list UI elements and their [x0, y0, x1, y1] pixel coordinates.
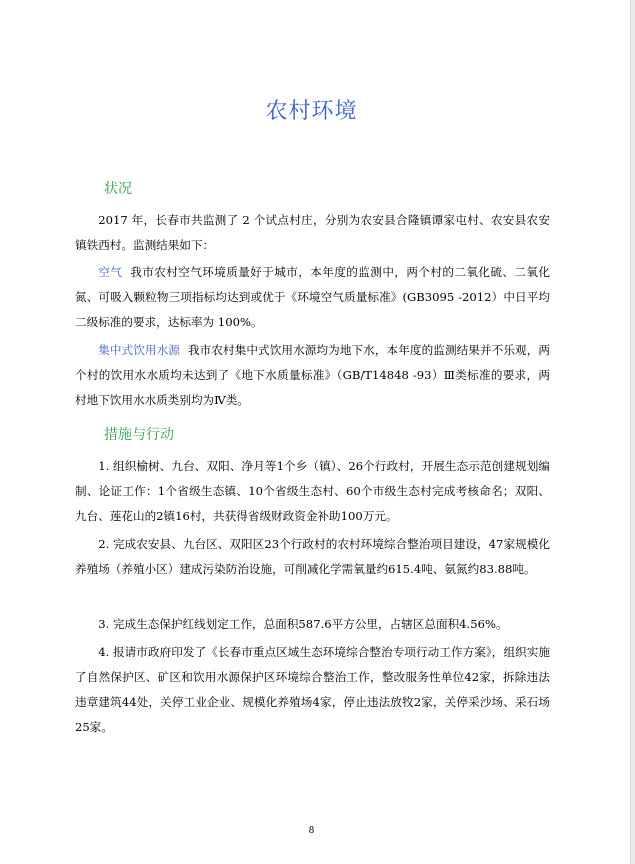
water-label: 集中式饮用水源	[98, 343, 180, 357]
air-paragraph	[75, 260, 550, 335]
water-paragraph	[75, 338, 550, 413]
measure-item-2: 2. 完成农安县、九台区、双阳区23个行政村的农村环境综合整治项目建设，47家规模化养殖场（养殖小区）建成污染防治设施，可削减化学需氧量约615.4吨、氨氮约83.88吨。	[75, 537, 550, 576]
page-edge-scrollbar[interactable]	[630, 0, 635, 864]
section-heading-measures: 措施与行动	[104, 427, 174, 443]
page-number: 8	[308, 826, 315, 836]
measure-item-1: 1. 组织榆树、九台、双阳、净月等1个乡（镇）、26个行政村，开展生态示范创建规划编制、论证工作：1个省级生态镇、10个省级生态村、60个市级生态村完成考核命名；双阳、九台、莲花山的2镇16村，共获得省级财政资金补助100万元。	[75, 459, 550, 523]
measure-item-4: 4. 报请市政府印发了《长春市重点区域生态环境综合整治专项行动工作方案》，组织实施了自然保护区、矿区和饮用水源保护区环境综合整治工作，整改服务性单位42家，拆除违法违章建筑44处，关停工业企业、规模化养殖场4家，停止违法放牧2家，关停采沙场、采石场25家。	[75, 645, 550, 734]
air-label: 空气	[98, 265, 123, 279]
page-title: 农村环境	[265, 99, 358, 124]
measure-item-3: 3. 完成生态保护红线划定工作，总面积587.6平方公里，占辖区总面积4.56%。	[98, 617, 508, 631]
status-intro-paragraph: 2017 年，长春市共监测了 2 个试点村庄，分别为农安县合隆镇谭家屯村、农安县农安镇铁西村。监测结果如下：	[75, 213, 550, 252]
air-text: 我市农村空气环境质量好于城市，本年度的监测中，两个村的二氧化硫、二氧化氮、可吸入颗粒物三项指标均达到或优于《环境空气质量标准》(GB3095 -2012）中日平均二级标准的要求，达标率为 100%。	[75, 265, 550, 329]
water-text: 我市农村集中式饮用水源均为地下水，本年度的监测结果并不乐观，两个村的饮用水水质均未达到了《地下水质量标准》（GB/T14848 -93）Ⅲ类标准的要求，两村地下饮用水水质类别均为Ⅳ类。	[75, 343, 550, 407]
section-heading-status: 状况	[104, 181, 132, 197]
